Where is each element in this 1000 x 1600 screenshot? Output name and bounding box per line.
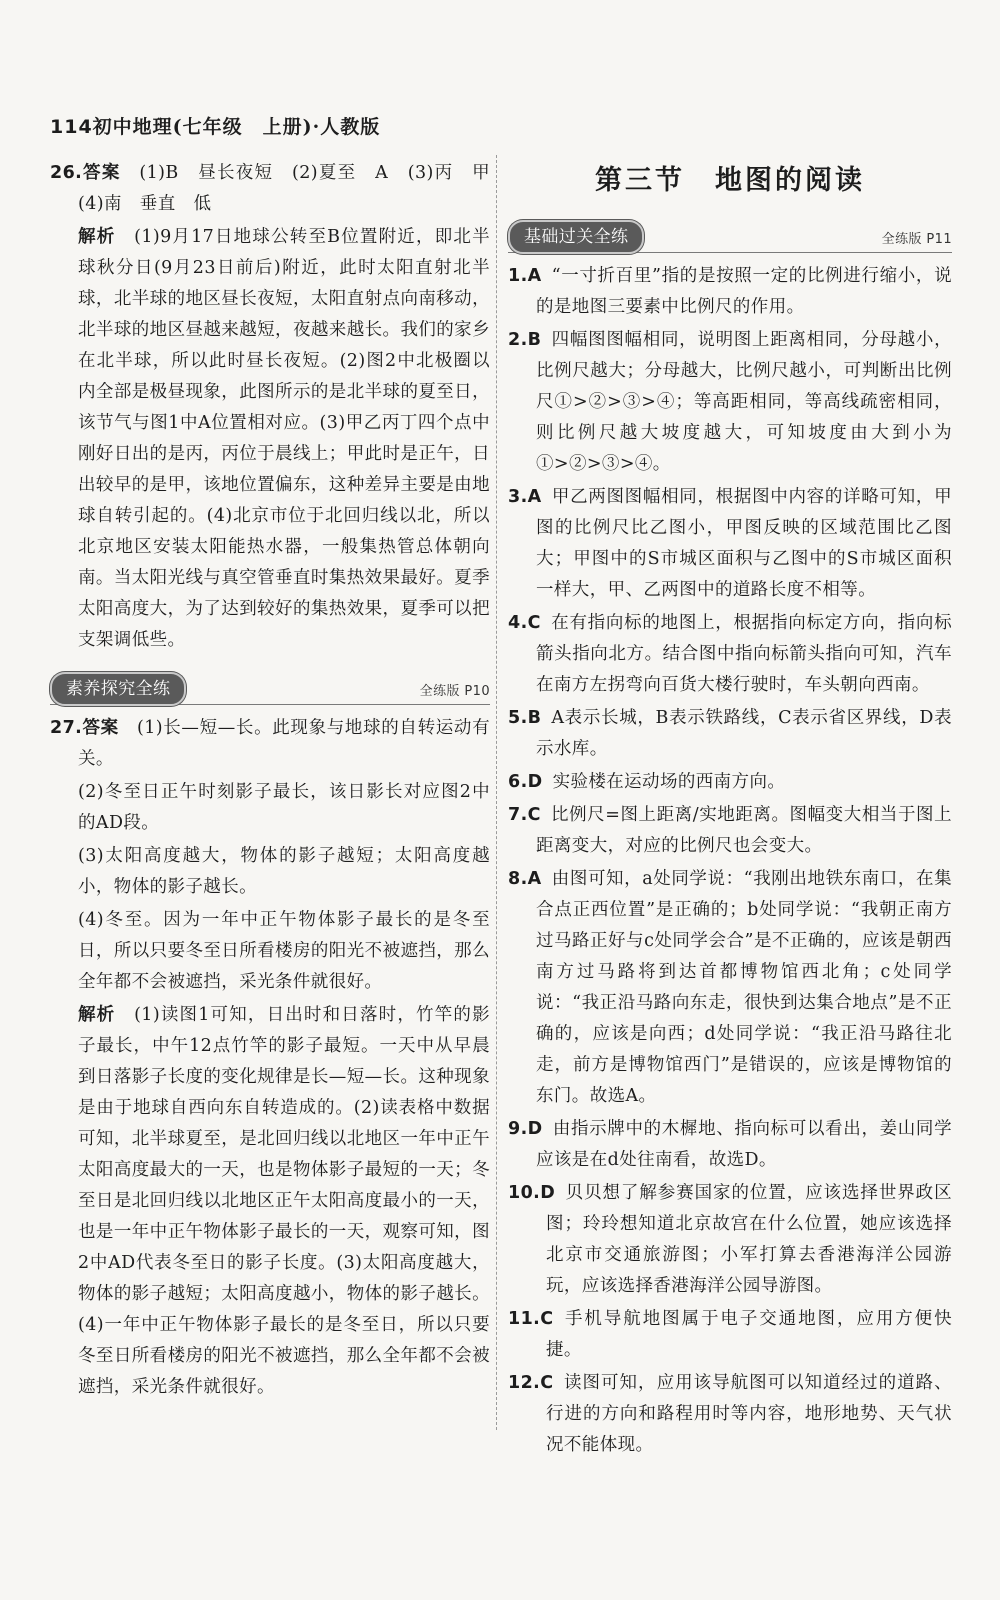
item-text: 四幅图图幅相同，说明图上距离相同，分母越小，比例尺越大；分母越大，比例尺越小，可判断出比例尺①>②>③>④；等高距相同，等高线疏密相同，则比例尺越大坡度越大，可知坡度由大到小为①>②>③>④。 [536, 330, 952, 474]
q26-answer-label: 答案 [82, 163, 121, 183]
item-number: 1.A [508, 266, 542, 286]
item-number: 9.D [508, 1119, 543, 1139]
q26-analysis-label: 解析 [78, 227, 116, 247]
right-column [508, 158, 952, 1463]
q26-analysis [50, 222, 490, 656]
banner-label: 基础过关全练 [508, 220, 644, 254]
list-item [508, 864, 952, 1112]
item-text: 手机导航地图属于电子交通地图，应用方便快捷。 [546, 1309, 952, 1360]
item-number: 12.C [508, 1373, 554, 1393]
item-number: 2.B [508, 330, 542, 350]
banner-label: 素养探究全练 [50, 672, 186, 706]
q27-number: 27. [50, 718, 83, 738]
item-number: 8.A [508, 869, 542, 889]
item-text: 比例尺=图上距离/实地距离。图幅变大相当于图上距离变大，对应的比例尺也会变大。 [536, 805, 952, 856]
item-text: 在有指向标的地图上，根据指向标定方向，指向标箭头指向北方。结合图中指向标箭头指向可知，汽车在南方左拐弯向百货大楼行驶时，车头朝向西南。 [536, 613, 952, 695]
item-number: 3.A [508, 487, 542, 507]
list-item [508, 1114, 952, 1176]
list-item [508, 767, 952, 798]
item-text: 甲乙两图图幅相同，根据图中内容的详略可知，甲图的比例尺比乙图小，甲图反映的区域范围比乙图大；甲图中的S市城区面积与乙图中的S市城区面积一样大，甲、乙两图中的道路长度不相等。 [536, 487, 952, 600]
book-title: 初中地理(七年级 上册)·人教版 [92, 116, 381, 138]
q27-analysis-text: (1)读图1可知，日出时和日落时，竹竿的影子最长，中午12点竹竿的影子最短。一天中从早晨到日落影子长度的变化规律是长—短—长。这种现象是由于地球自西向东自转造成的。(2)读表格中数据可知，北半球夏至，是北回归线以北地区一年中正午太阳高度最大的一天，也是物体影子最短的一天；冬至日是北回归线以北地区正午太阳高度最小的一天，也是一年中正午物体影子最长的一天，观察可知，图2中AD代表冬至日的影子长度。(3)太阳高度越大，物体的影子越短；太阳高度越小，物体的影子越长。(4)一年中正午物体影子最长的是冬至日，所以只要冬至日所看楼房的阳光不被遮挡，那么全年都不会被遮挡，采光条件就很好。 [78, 1005, 490, 1397]
page-number: 114 [50, 116, 93, 138]
item-text: A表示长城，B表示铁路线，C表示省区界线，D表示水库。 [536, 708, 952, 759]
banner-basic-mastery [508, 218, 952, 253]
list-item [508, 325, 952, 480]
banner-reference: 全练版 P10 [419, 684, 490, 699]
column-divider [496, 155, 497, 1430]
item-text: 由指示牌中的木樨地、指向标可以看出，姜山同学应该是在d处往南看，故选D。 [536, 1119, 952, 1170]
list-item [508, 703, 952, 765]
item-text: 读图可知，应用该导航图可以知道经过的道路、行进的方向和路程用时等内容，地形地势、天气状况不能体现。 [546, 1373, 952, 1455]
q27-answer-3: (3)太阳高度越大，物体的影子越短；太阳高度越小，物体的影子越长。 [78, 846, 490, 897]
answer-list [508, 261, 952, 1461]
q27-answer-1: (1)长—短—长。此现象与地球的自转运动有关。 [78, 718, 490, 769]
q26-number: 26. [50, 163, 83, 183]
list-item [508, 261, 952, 323]
item-number: 11.C [508, 1309, 554, 1329]
q27-answer-label: 答案 [82, 718, 119, 738]
list-item [508, 1368, 952, 1461]
list-item [508, 608, 952, 701]
q26-answer [50, 158, 508, 220]
left-column [50, 158, 508, 1405]
item-text: 由图可知，a处同学说：“我刚出地铁东南口，在集合点正西位置”是正确的；b处同学说：“我朝正南方过马路正好与c处同学会合”是不正确的，应该是朝西南方过马路将到达首都博物馆西北角；c处同学说：“我正沿马路向东走，很快到达集合地点”是不正确的，应该是向西；d处同学说：“我正沿马路往北走，前方是博物馆西门”是错误的，应该是博物馆的东门。故选A。 [536, 869, 952, 1106]
item-number: 4.C [508, 613, 541, 633]
q27-answer-2: (2)冬至日正午时刻影子最长，该日影长对应图2中的AD段。 [78, 782, 490, 833]
item-number: 6.D [508, 772, 543, 792]
q26-analysis-text: (1)9月17日地球公转至B位置附近，即北半球秋分日(9月23日前后)附近，此时太阳直射北半球，北半球的地区昼长夜短，太阳直射点向南移动，北半球的地区昼越来越短，夜越来越长。我们的家乡在北半球，所以此时昼长夜短。(2)图2中北极圈以内全部是极昼现象，此图所示的是北半球的夏至日，该节气与图1中A位置相对应。(3)甲乙丙丁四个点中刚好日出的是丙，丙位于晨线上；甲此时是正午，日出较早的是甲，该地位置偏东，这种差异主要是由地球自转引起的。(4)北京市位于北回归线以北，所以北京地区安装太阳能热水器，一般集热管总体朝向南。当太阳光线与真空管垂直时集热效果最好。夏季太阳高度大，为了达到较好的集热效果，夏季可以把支架调低些。 [78, 227, 490, 650]
item-number: 7.C [508, 805, 541, 825]
item-text: 实验楼在运动场的西南方向。 [552, 772, 786, 792]
q27-answer-4: (4)冬至。因为一年中正午物体影子最长的是冬至日，所以只要冬至日所看楼房的阳光不被遮挡，那么全年都不会被遮挡，采光条件就很好。 [78, 910, 490, 992]
q27-analysis-label: 解析 [78, 1005, 116, 1025]
section-title: 第三节 地图的阅读 [595, 165, 865, 196]
item-text: “一寸折百里”指的是按照一定的比例进行缩小，说的是地图三要素中比例尺的作用。 [536, 266, 952, 317]
list-item [508, 482, 952, 606]
list-item [508, 1178, 952, 1302]
q27-analysis [50, 1000, 490, 1403]
banner-reference: 全练版 P11 [881, 232, 952, 247]
list-item [508, 1304, 952, 1366]
banner-literacy-exploration [50, 670, 490, 705]
q26-answer-text: (1)B 昼长夜短 (2)夏至 A (3)丙 甲 (4)南 垂直 低 [78, 163, 508, 214]
item-number: 10.D [508, 1183, 556, 1203]
item-text: 贝贝想了解参赛国家的位置，应该选择世界政区图；玲玲想知道北京故宫在什么位置，她应该选择北京市交通旅游图；小军打算去香港海洋公园游玩，应该选择香港海洋公园导游图。 [546, 1183, 952, 1296]
page-header [50, 112, 950, 148]
item-number: 5.B [508, 708, 542, 728]
q27-answer [50, 713, 490, 775]
list-item [508, 800, 952, 862]
